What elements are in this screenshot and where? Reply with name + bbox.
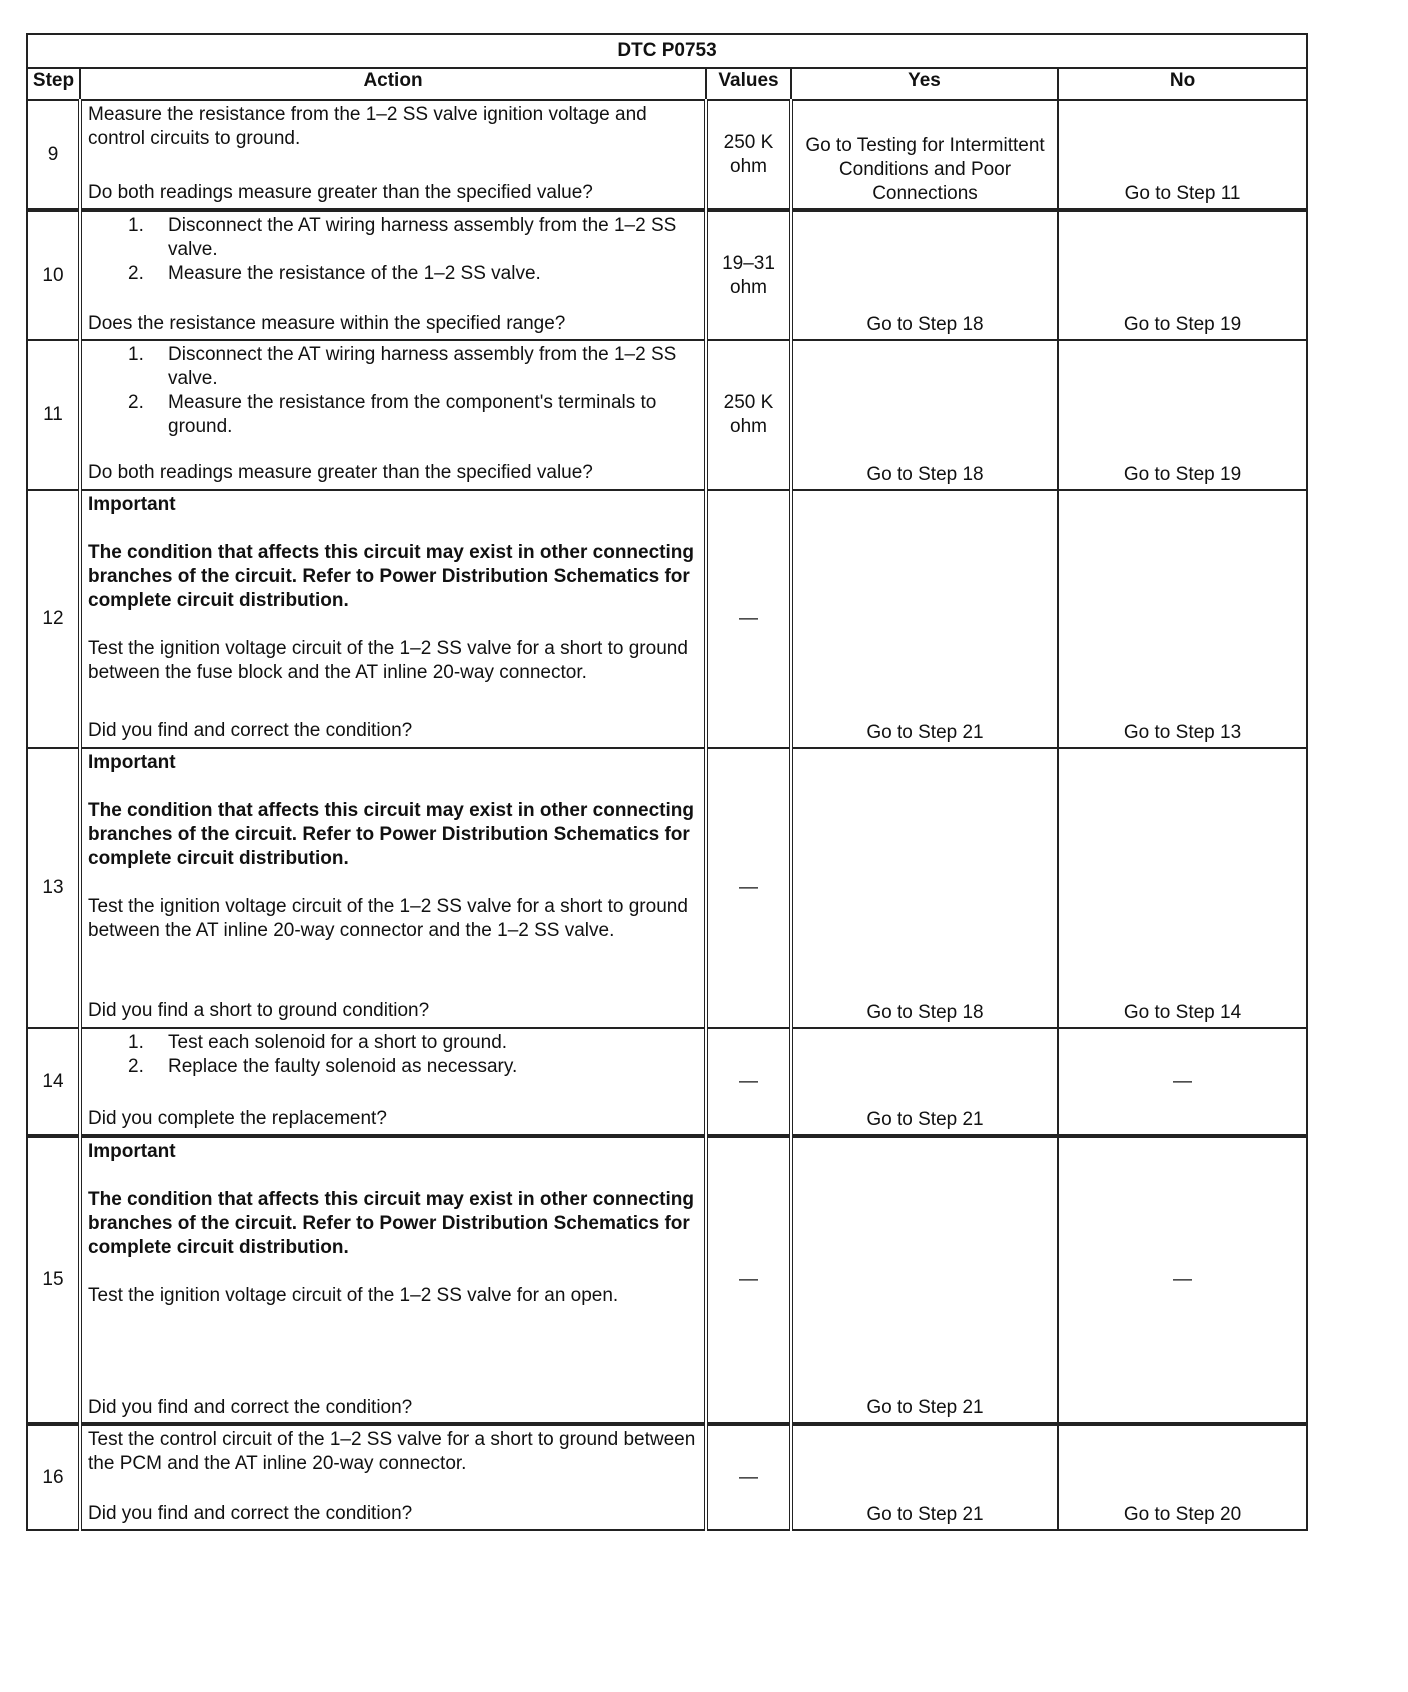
yes-link[interactable]: Go to Step 18: [866, 314, 984, 335]
header-no: No: [1058, 68, 1307, 100]
action-step-item: 2. Measure the resistance of the 1–2 SS valve.: [128, 263, 541, 284]
action-question: Do both readings measure greater than the specified value?: [88, 182, 593, 203]
no-cell: [1058, 1424, 1307, 1530]
yes-link[interactable]: Go to Testing for Intermittent Conditions and Poor Connections: [805, 135, 1045, 204]
table-row: [27, 210, 1307, 340]
yes-cell: [791, 748, 1058, 1028]
step-number: 15: [27, 1136, 80, 1424]
no-cell: [1058, 340, 1307, 490]
important-heading: Important: [88, 752, 176, 773]
action-steps: [88, 343, 700, 439]
action-text: Test the ignition voltage circuit of the 1–2 SS valve for an open.: [88, 1285, 619, 1306]
action-steps: [88, 214, 700, 286]
table-row: [27, 1136, 1307, 1424]
yes-link[interactable]: Go to Step 21: [866, 1397, 984, 1418]
value-cell: —: [706, 1136, 791, 1424]
action-text: Test the ignition voltage circuit of the 1–2 SS valve for a short to ground between the fuse block and the AT inline 20-way connector.: [88, 638, 688, 683]
yes-link[interactable]: Go to Step 21: [866, 722, 984, 743]
action-step-item: 2. Replace the faulty solenoid as necessary.: [128, 1056, 518, 1077]
header-action: Action: [80, 68, 706, 100]
yes-cell: [791, 210, 1058, 340]
table-row: [27, 340, 1307, 490]
action-cell: [80, 490, 706, 748]
no-link[interactable]: Go to Step 14: [1123, 1002, 1242, 1023]
value-cell: —: [706, 748, 791, 1028]
action-text: Measure the resistance from the 1–2 SS valve ignition voltage and control circuits to ground.: [88, 104, 647, 149]
no-cell: —: [1058, 1136, 1307, 1424]
step-number: 10: [27, 210, 80, 340]
table-row: [27, 1424, 1307, 1530]
no-link[interactable]: Go to Step 19: [1123, 464, 1242, 485]
yes-cell: [791, 340, 1058, 490]
step-number: 16: [27, 1424, 80, 1530]
table-row: [27, 100, 1307, 210]
action-cell: [80, 1136, 706, 1424]
no-cell: [1058, 748, 1307, 1028]
step-number: 9: [27, 100, 80, 210]
action-step-item: 2. Measure the resistance from the component's terminals to ground.: [128, 392, 657, 437]
diagnostic-table: [26, 33, 1308, 1531]
step-number: 12: [27, 490, 80, 748]
no-link[interactable]: Go to Step 13: [1123, 722, 1242, 743]
action-text: Test the ignition voltage circuit of the 1–2 SS valve for a short to ground between the AT inline 20-way connector and the 1–2 SS valve.: [88, 896, 688, 941]
yes-cell: [791, 100, 1058, 210]
action-steps: [88, 1031, 700, 1079]
important-text: The condition that affects this circuit may exist in other connecting branches of the circuit. Refer to Power Distribution Schematics for complete circuit distribution.: [88, 542, 694, 611]
no-cell: [1058, 100, 1307, 210]
yes-link[interactable]: Go to Step 21: [866, 1504, 984, 1525]
no-cell: —: [1058, 1028, 1307, 1136]
no-cell: [1058, 210, 1307, 340]
no-link[interactable]: Go to Step 20: [1123, 1504, 1242, 1525]
important-heading: Important: [88, 494, 176, 515]
action-text: Test the control circuit of the 1–2 SS valve for a short to ground between the PCM and the AT inline 20-way connector.: [88, 1429, 696, 1474]
yes-link[interactable]: Go to Step 18: [866, 464, 984, 485]
table-row: [27, 748, 1307, 1028]
yes-cell: [791, 1136, 1058, 1424]
action-question: Do both readings measure greater than the specified value?: [88, 462, 593, 483]
action-step-item: 1. Disconnect the AT wiring harness assembly from the 1–2 SS valve.: [128, 215, 677, 260]
value-cell: 250 K ohm: [706, 340, 791, 490]
value-cell: —: [706, 1028, 791, 1136]
yes-cell: [791, 490, 1058, 748]
action-question: Did you find and correct the condition?: [88, 720, 413, 741]
no-link[interactable]: Go to Step 19: [1123, 314, 1242, 335]
table-row: [27, 490, 1307, 748]
action-cell: [80, 1028, 706, 1136]
yes-link[interactable]: Go to Step 18: [866, 1002, 984, 1023]
action-cell: [80, 100, 706, 210]
no-link[interactable]: Go to Step 11: [1124, 183, 1241, 204]
table-row: [27, 1028, 1307, 1136]
action-question: Did you complete the replacement?: [88, 1108, 387, 1129]
value-cell: 250 K ohm: [706, 100, 791, 210]
step-number: 14: [27, 1028, 80, 1136]
action-step-item: 1. Disconnect the AT wiring harness assembly from the 1–2 SS valve.: [128, 344, 677, 389]
yes-cell: [791, 1028, 1058, 1136]
action-step-item: 1. Test each solenoid for a short to ground.: [128, 1032, 508, 1053]
header-yes: Yes: [791, 68, 1058, 100]
important-text: The condition that affects this circuit may exist in other connecting branches of the circuit. Refer to Power Distribution Schematics for complete circuit distribution.: [88, 1189, 694, 1258]
no-cell: [1058, 490, 1307, 748]
value-cell: 19–31 ohm: [706, 210, 791, 340]
header-step: Step: [27, 68, 80, 100]
step-number: 13: [27, 748, 80, 1028]
action-question: Did you find and correct the condition?: [88, 1397, 413, 1418]
action-cell: [80, 1424, 706, 1530]
yes-cell: [791, 1424, 1058, 1530]
value-cell: —: [706, 1424, 791, 1530]
header-values: Values: [706, 68, 791, 100]
important-text: The condition that affects this circuit may exist in other connecting branches of the circuit. Refer to Power Distribution Schematics for complete circuit distribution.: [88, 800, 694, 869]
table-title: DTC P0753: [27, 34, 1307, 68]
action-cell: [80, 340, 706, 490]
action-question: Did you find and correct the condition?: [88, 1503, 413, 1524]
action-cell: [80, 748, 706, 1028]
important-heading: Important: [88, 1141, 176, 1162]
value-cell: —: [706, 490, 791, 748]
action-cell: [80, 210, 706, 340]
action-question: Does the resistance measure within the specified range?: [88, 313, 566, 334]
step-number: 11: [27, 340, 80, 490]
yes-link[interactable]: Go to Step 21: [866, 1109, 984, 1130]
action-question: Did you find a short to ground condition?: [88, 1000, 430, 1021]
